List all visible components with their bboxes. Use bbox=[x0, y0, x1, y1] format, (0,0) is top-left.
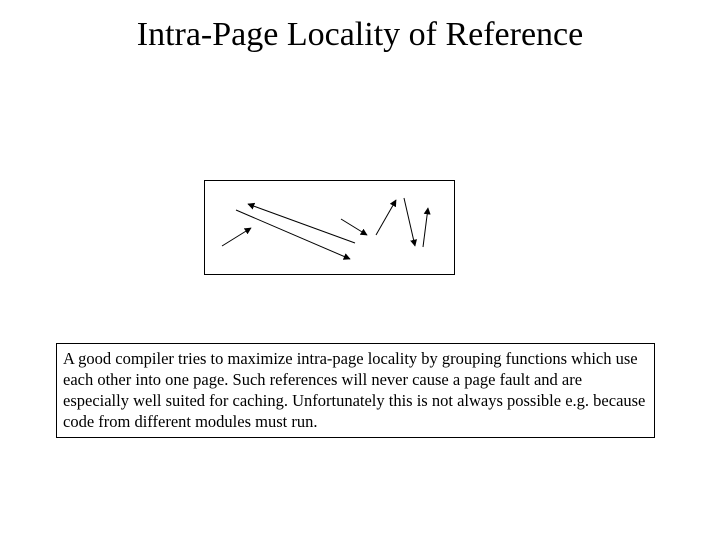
reference-arrow-7 bbox=[423, 208, 428, 247]
reference-arrow-5 bbox=[376, 200, 396, 235]
reference-arrow-3 bbox=[248, 204, 355, 243]
reference-arrow-1 bbox=[222, 228, 251, 246]
explanation-text-box bbox=[56, 343, 655, 438]
reference-arrows-svg bbox=[205, 181, 456, 276]
explanation-text: A good compiler tries to maximize intra-page locality by grouping functions which use each other into one page. Such references will never cause a page fault and are especially well suited for caching. Unfortunately this is not always possible e.g. because code from different modules must run. bbox=[63, 349, 646, 431]
reference-arrow-4 bbox=[341, 219, 367, 235]
slide-title: Intra-Page Locality of Reference bbox=[136, 16, 584, 53]
reference-arrow-6 bbox=[404, 198, 415, 246]
page-reference-diagram bbox=[204, 180, 455, 275]
